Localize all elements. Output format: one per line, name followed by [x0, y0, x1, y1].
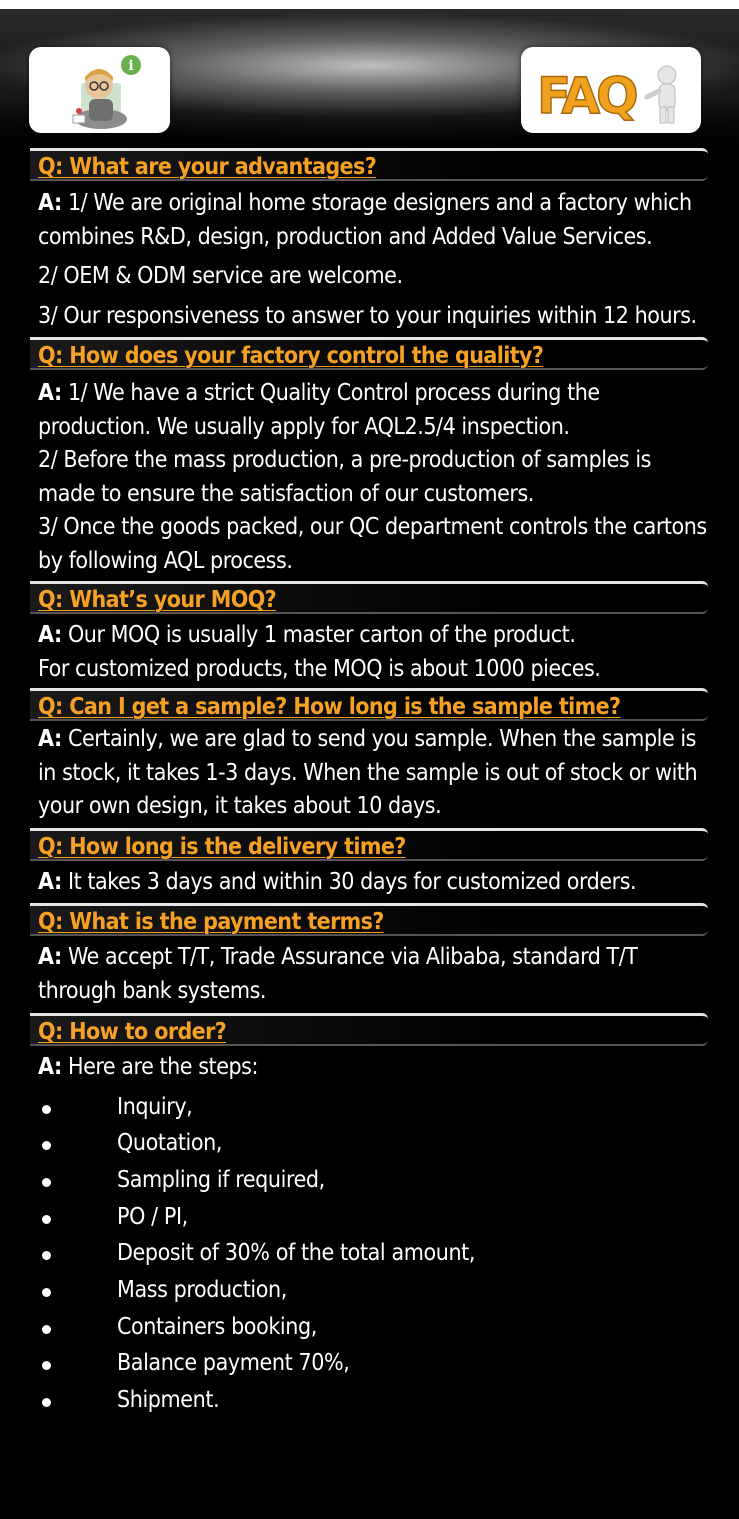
step-text: Inquiry,	[117, 1093, 193, 1120]
answer-line	[38, 723, 708, 824]
answer-line	[38, 941, 708, 1008]
question-bar	[30, 903, 708, 936]
question-text: Q: Can I get a sample? How long is the sample time?	[38, 694, 621, 720]
step-text: Shipment.	[117, 1387, 220, 1413]
bullet-icon	[42, 1251, 51, 1260]
question-bar	[30, 1013, 708, 1046]
answer-prefix: A:	[38, 190, 62, 216]
step-text: Containers booking,	[117, 1313, 317, 1340]
answer-line: 3/ Once the goods packed, our QC department controls the cartons by following AQL process.	[38, 514, 707, 574]
step-text: PO / PI,	[117, 1203, 188, 1230]
list-item	[38, 1199, 708, 1236]
question-bar	[30, 828, 708, 861]
answer-text: It takes 3 days and within 30 days for customized orders.	[61, 868, 637, 895]
bullet-icon	[42, 1178, 51, 1187]
svg-text:FAQ: FAQ	[537, 67, 635, 125]
answer-text: Here are the steps:	[61, 1054, 259, 1080]
answer-block	[38, 866, 708, 900]
answer-text: We accept T/T, Trade Assurance via Alibaba, standard T/T through bank systems.	[38, 944, 638, 1004]
question-text: Q: What is the payment terms?	[38, 909, 384, 935]
answer-line: 3/ Our responsiveness to answer to your inquiries within 12 hours.	[38, 302, 697, 329]
answer-line: For customized products, the MOQ is about 1000 pieces.	[38, 655, 601, 682]
answer-line	[38, 866, 708, 900]
answer-block	[38, 1051, 708, 1085]
faq-list	[38, 148, 708, 1419]
answer-prefix: A:	[38, 622, 62, 648]
answer-text: 1/ We are original home storage designers and a factory which combines R&D, design, production and Added Value Services.	[38, 190, 692, 250]
answer-prefix: A:	[38, 380, 62, 406]
list-item	[38, 1235, 708, 1272]
answer-line: 2/ Before the mass production, a pre-production of samples is made to ensure the satisfaction of our customers.	[38, 447, 651, 507]
svg-text:i: i	[128, 58, 134, 74]
list-item	[38, 1125, 708, 1162]
question-bar	[30, 148, 708, 181]
answer-prefix: A:	[38, 944, 62, 970]
answer-prefix: A:	[38, 868, 62, 895]
bullet-icon	[42, 1398, 51, 1407]
bullet-icon	[42, 1288, 51, 1297]
list-item	[38, 1345, 708, 1382]
answer-block	[38, 723, 708, 824]
header-banner	[0, 9, 739, 144]
answer-line: 2/ OEM & ODM service are welcome.	[38, 263, 403, 289]
faq-logo	[521, 47, 701, 133]
question-bar	[30, 581, 708, 614]
question-bar	[30, 337, 708, 370]
bullet-icon	[42, 1105, 51, 1114]
answer-block	[38, 377, 708, 578]
answer-line	[38, 1051, 708, 1085]
question-text: Q: What are your advantages?	[38, 154, 377, 180]
bullet-icon	[42, 1361, 51, 1370]
faq-figure-icon	[521, 47, 701, 133]
answer-text: Certainly, we are glad to send you sample. When the sample is in stock, it takes 1-3 days. When the sample is out of stock or with your own design, it takes about 10 days.	[38, 726, 698, 819]
answer-prefix: A:	[38, 1054, 62, 1080]
answer-block	[38, 941, 708, 1008]
step-text: Mass production,	[117, 1276, 287, 1303]
answer-text: Our MOQ is usually 1 master carton of the product.	[61, 622, 576, 648]
answer-prefix: A:	[38, 726, 62, 752]
answer-block	[38, 619, 708, 686]
list-item	[38, 1309, 708, 1346]
bullet-icon	[42, 1325, 51, 1334]
list-item	[38, 1382, 708, 1419]
top-strip	[0, 0, 739, 9]
order-steps-list	[38, 1089, 708, 1419]
list-item	[38, 1089, 708, 1126]
step-text: Balance payment 70%,	[117, 1350, 350, 1377]
step-text: Deposit of 30% of the total amount,	[117, 1240, 476, 1267]
question-text: Q: How to order?	[38, 1019, 227, 1045]
question-text: Q: How long is the delivery time?	[38, 833, 406, 860]
question-text: Q: What’s your MOQ?	[38, 587, 277, 613]
step-text: Sampling if required,	[117, 1166, 325, 1193]
question-bar	[30, 688, 708, 721]
answer-line	[38, 377, 708, 444]
support-person-icon	[29, 47, 170, 133]
step-text: Quotation,	[117, 1130, 223, 1157]
answer-line	[38, 187, 708, 254]
list-item	[38, 1272, 708, 1309]
bullet-icon	[42, 1141, 51, 1150]
answer-block	[38, 187, 708, 333]
support-person-logo	[29, 47, 170, 133]
answer-text: 1/ We have a strict Quality Control process during the production. We usually apply for AQL2.5/4 inspection.	[38, 380, 600, 440]
list-item	[38, 1162, 708, 1199]
answer-line	[38, 619, 708, 653]
question-text: Q: How does your factory control the quality?	[38, 343, 544, 369]
bullet-icon	[42, 1215, 51, 1224]
